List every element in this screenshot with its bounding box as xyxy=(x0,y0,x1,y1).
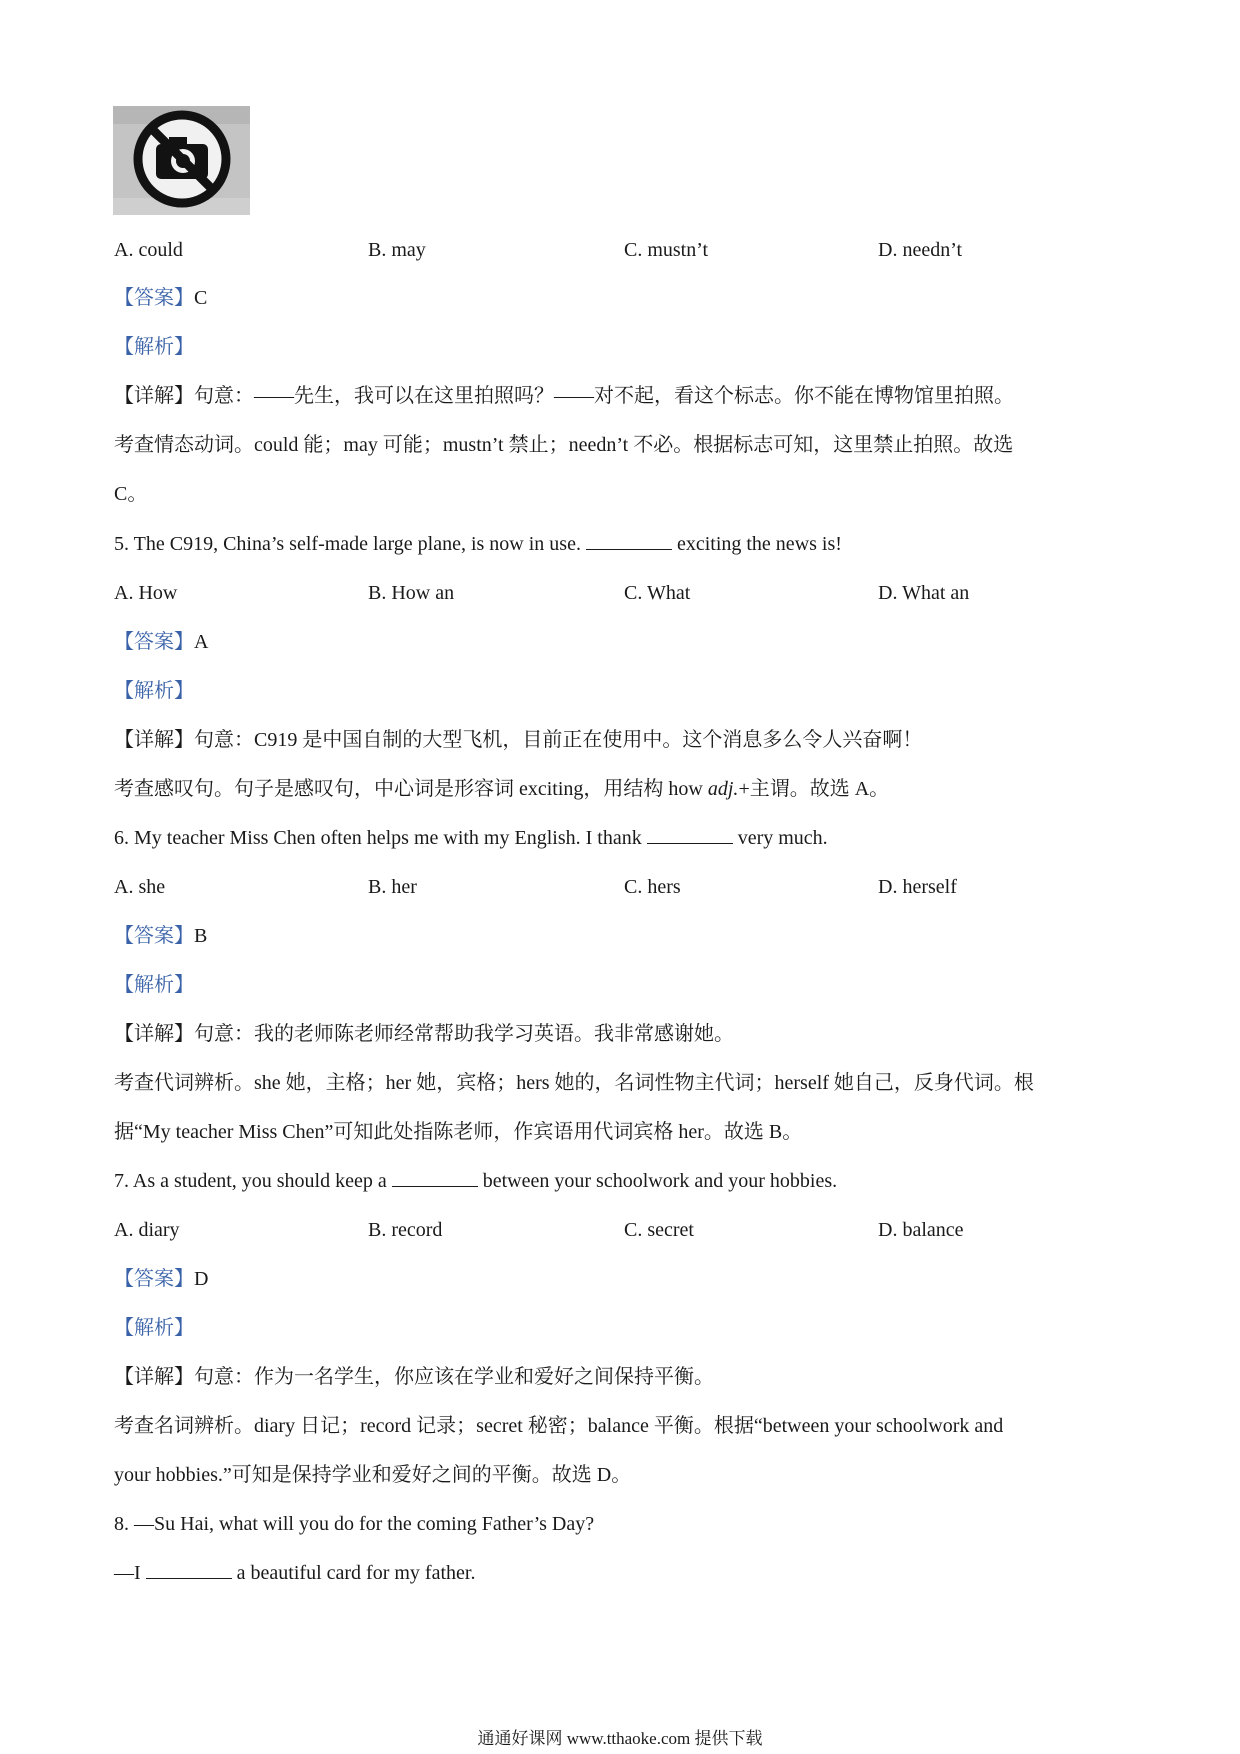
q7-option-b: B. record xyxy=(368,1219,443,1241)
stem-text: exciting the news is! xyxy=(671,533,842,555)
q7-detail-line-3: your hobbies.”可知是保持学业和爱好之间的平衡。故选 D。 xyxy=(114,1464,632,1486)
answer-blank xyxy=(647,825,733,844)
q7-option-d: D. balance xyxy=(878,1219,964,1241)
answer-value: B xyxy=(194,925,208,947)
answer-blank xyxy=(586,531,672,550)
q5-detail-line-1 xyxy=(114,726,922,754)
answer-value: C xyxy=(194,287,208,309)
q7-detail-line-1 xyxy=(114,1363,714,1391)
stem-text: 7. As a student, you should keep a xyxy=(114,1170,392,1192)
detail-tag: 【详解】 xyxy=(114,1023,194,1045)
q7-detail-line-2: 考查名词辨析。diary 日记；record 记录；secret 秘密；balance 平衡。根据“between your schoolwork and xyxy=(114,1415,1004,1437)
q7-analysis-tag: 【解析】 xyxy=(114,1317,194,1339)
detail-text: 考查感叹句。句子是感叹句，中心词是形容词 exciting，用结构 how xyxy=(114,778,708,800)
stem-text: 6. My teacher Miss Chen often helps me with my English. I thank xyxy=(114,827,647,849)
detail-tag: 【详解】 xyxy=(114,729,194,751)
q7-option-c: C. secret xyxy=(624,1219,694,1241)
stem-text: a beautiful card for my father. xyxy=(231,1562,476,1584)
q6-detail-line-1 xyxy=(114,1020,734,1048)
q6-stem xyxy=(114,824,828,852)
stem-text: 5. The C919, China’s self-made large plane, is now in use. xyxy=(114,533,586,555)
no-camera-icon xyxy=(113,106,250,215)
q5-answer xyxy=(114,628,208,656)
q6-option-c: C. hers xyxy=(624,876,681,898)
q5-detail-line-2 xyxy=(114,775,889,803)
page-footer: 通通好课网 www.tthaoke.com 提供下载 xyxy=(477,1729,763,1748)
q4-analysis-tag: 【解析】 xyxy=(114,336,194,358)
q6-options xyxy=(114,873,1114,901)
detail-tag: 【详解】 xyxy=(114,385,194,407)
q7-options xyxy=(114,1216,1114,1244)
answer-tag: 【答案】 xyxy=(114,631,194,653)
q5-option-a: A. How xyxy=(114,582,178,604)
q4-answer xyxy=(114,284,207,312)
q4-detail-line-1 xyxy=(114,382,1014,410)
q5-option-c: C. What xyxy=(624,582,691,604)
q4-option-d: D. needn’t xyxy=(878,239,963,261)
q6-analysis-tag: 【解析】 xyxy=(114,974,194,996)
q5-option-d: D. What an xyxy=(878,582,970,604)
q4-option-b: B. may xyxy=(368,239,426,261)
stem-text: very much. xyxy=(732,827,828,849)
q4-detail-line-3: C。 xyxy=(114,483,148,505)
stem-text: —I xyxy=(114,1562,146,1584)
q6-option-d: D. herself xyxy=(878,876,957,898)
q4-option-c: C. mustn’t xyxy=(624,239,709,261)
q4-options xyxy=(114,236,1114,264)
answer-tag: 【答案】 xyxy=(114,1268,194,1290)
q6-option-b: B. her xyxy=(368,876,417,898)
q8-stem-line-2 xyxy=(114,1559,475,1587)
q4-detail-line-2: 考查情态动词。could 能；may 可能；mustn’t 禁止；needn’t 不必。根据标志可知，这里禁止拍照。故选 xyxy=(114,434,1014,456)
q8-stem-line-1: 8. —Su Hai, what will you do for the coming Father’s Day? xyxy=(114,1513,595,1535)
answer-tag: 【答案】 xyxy=(114,287,194,309)
q7-option-a: A. diary xyxy=(114,1219,180,1241)
detail-tag: 【详解】 xyxy=(114,1366,194,1388)
no-camera-sign-image xyxy=(113,106,250,215)
q5-stem xyxy=(114,530,842,558)
answer-tag: 【答案】 xyxy=(114,925,194,947)
q5-analysis-tag: 【解析】 xyxy=(114,680,194,702)
q5-option-b: B. How an xyxy=(368,582,455,604)
q4-option-a: A. could xyxy=(114,239,183,261)
q7-answer xyxy=(114,1265,208,1293)
detail-italic-text: adj. xyxy=(707,778,739,800)
answer-blank xyxy=(146,1560,232,1579)
answer-value: D xyxy=(194,1268,209,1290)
answer-value: A xyxy=(194,631,209,653)
q6-answer xyxy=(114,922,207,950)
q7-stem xyxy=(114,1167,837,1195)
q6-detail-line-2: 考查代词辨析。she 她，主格；her 她，宾格；hers 她的，名词性物主代词；herself 她自己，反身代词。根 xyxy=(114,1072,1034,1094)
detail-text: 句意：C919 是中国自制的大型飞机，目前正在使用中。这个消息多么令人兴奋啊！ xyxy=(194,729,923,751)
detail-text: 句意：——先生，我可以在这里拍照吗？——对不起，看这个标志。你不能在博物馆里拍照。 xyxy=(194,385,1014,407)
detail-text: 句意：我的老师陈老师经常帮助我学习英语。我非常感谢她。 xyxy=(194,1023,734,1045)
detail-text: +主谓。故选 A。 xyxy=(738,778,890,800)
answer-blank xyxy=(392,1168,478,1187)
q5-options xyxy=(114,579,1114,607)
stem-text: between your schoolwork and your hobbies. xyxy=(477,1170,838,1192)
q6-option-a: A. she xyxy=(114,876,166,898)
q6-detail-line-3: 据“My teacher Miss Chen”可知此处指陈老师，作宾语用代词宾格 her。故选 B。 xyxy=(114,1121,803,1143)
detail-text: 句意：作为一名学生，你应该在学业和爱好之间保持平衡。 xyxy=(194,1366,714,1388)
